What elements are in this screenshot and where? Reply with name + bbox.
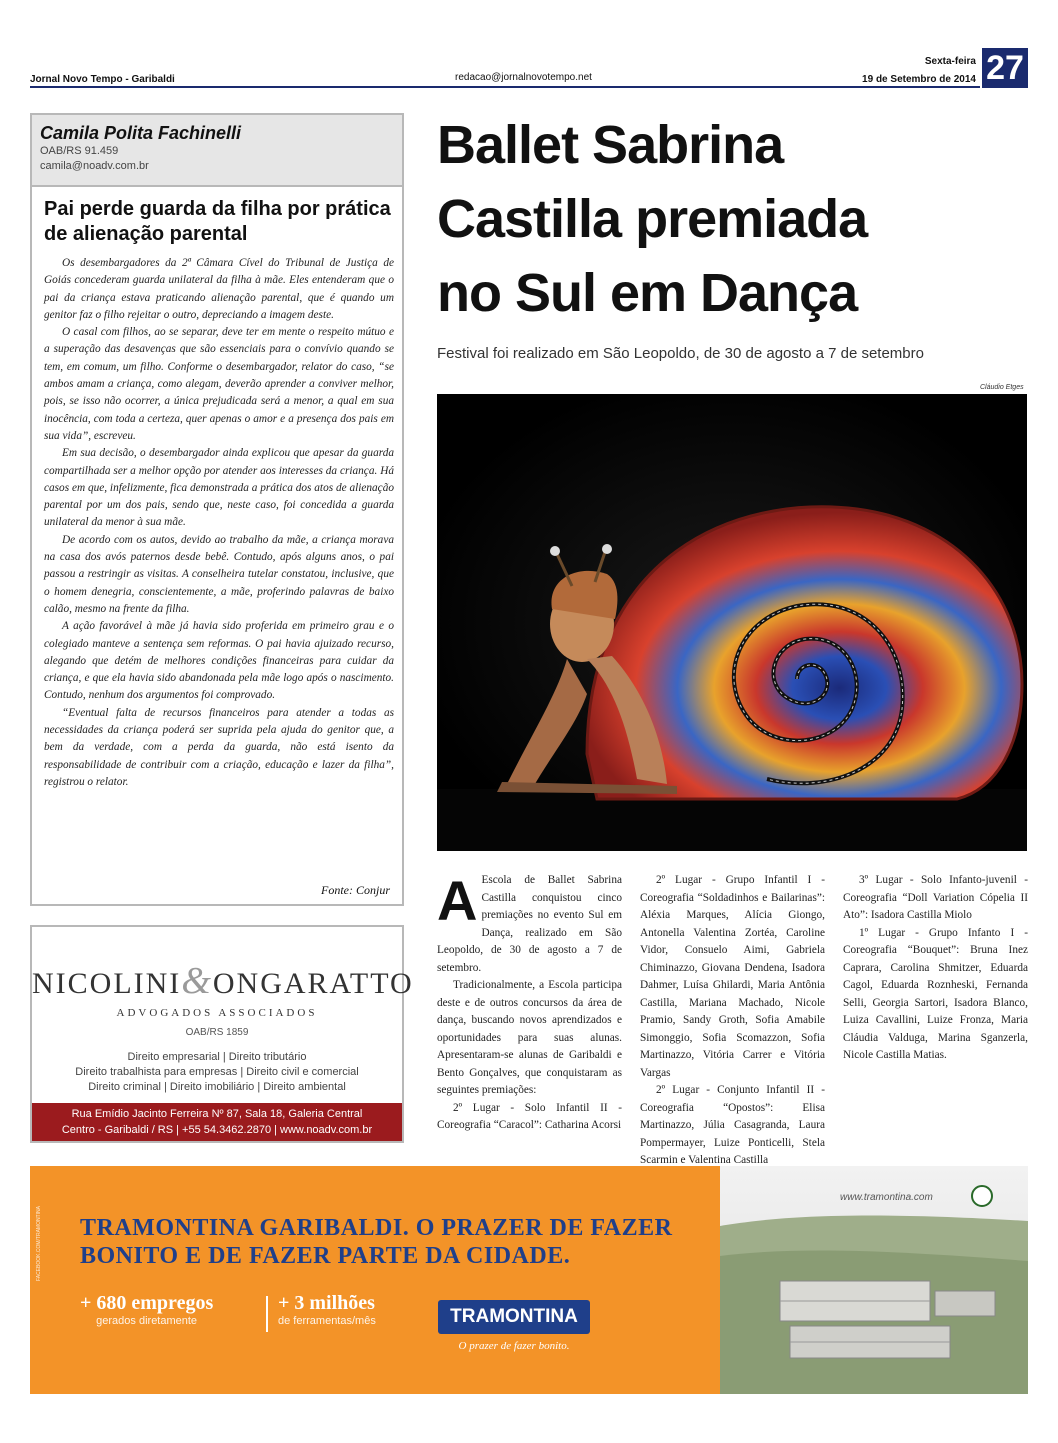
law-name-ampersand: &	[181, 960, 213, 1002]
author-email[interactable]: camila@noadv.com.br	[40, 160, 149, 172]
paper-name: Jornal Novo Tempo - Garibaldi	[30, 74, 175, 85]
article-paragraph: 2º Lugar - Grupo Infantil I - Coreografia “Soldadinhos e Bailarinas”: Aléxia Marques, Alícia Giongo, Antonella Valentina Zortéa, Caroline Vidor, Consuelo Aimi, Gabriela Chiminazzo, Giovana Dendena, Isadora Dahmer, Luísa Ghilardi, Maria Antônia Castilla, Mariana Machado, Nicole Pramio, Sandy Groth, Sofia Amabile Simonggio, Sofia Scomazzon, Sofia Martinazzo, Vitória Carrer e Vitória Vargas	[640, 874, 825, 1079]
article-column-3	[843, 872, 1028, 1065]
law-areas-line: Direito empresarial | Direito tributário	[127, 1051, 307, 1063]
column-paragraph: A ação favorável à mãe já havia sido proferida em primeiro grau e o colegiado manteve a sentença sem reformas. O pai havia ajuizado recurso, alegando que detém de melhores condições financeiras para cuidar da criança, e que ela havia sido abandonada pela mãe logo após o nascimento. Contudo, nenhum dos argumentos foi comprovado.	[44, 620, 394, 702]
tram-stat-caption: gerados diretamente	[96, 1315, 198, 1327]
tram-vertical-text: FACEBOOK.COM/TRAMONTINA	[36, 1206, 42, 1282]
column-paragraph: “Eventual falta de recursos financeiros para atender a todas as necessidades da criança poderá ser suprida pela ajuda do genitor que, a bem da verdade, com a perda da guarda, não está isento da responsabilidade de contribuir com a criação, educação e lazer da filha”, registrou o relator.	[44, 706, 394, 788]
article-title-line: Ballet Sabrina	[437, 115, 784, 175]
column-paragraph: De acordo com os autos, devido ao trabalho da mãe, a criança morava na casa dos avós paternos desde bebê. Contudo, após alguns anos, o pai passou a restringir as visitas. A conselheira tutelar constatou, inclusive, que o homem denegria, conscientemente, a mãe, proferindo palavras de baixo calão, mesmo na frente da filha.	[44, 533, 394, 615]
tram-headline	[80, 1214, 672, 1270]
header-rule	[30, 86, 980, 88]
tram-stat-jobs	[80, 1292, 213, 1327]
author-oab: OAB/RS 91.459	[40, 145, 119, 157]
tram-headline-line: TRAMONTINA GARIBALDI. O PRAZER DE FAZER	[80, 1215, 673, 1241]
article-paragraph: 3º Lugar - Solo Infanto-juvenil - Coreografia “Doll Variation Cópelia II Ato”: Isadora Castilla Miolo	[843, 874, 1028, 921]
tram-stat-value: + 680 empregos	[80, 1292, 214, 1314]
law-firm-name	[32, 959, 414, 1003]
article-column-2	[640, 872, 825, 1170]
tram-url[interactable]: www.tramontina.com	[840, 1192, 933, 1203]
column-paragraph: O casal com filhos, ao se separar, deve ter em mente o respeito mútuo e a superação das desavenças que são essenciais para o convívio quando se tem, em comum, um filho. Conforme o desembargador, relator do caso, “se ambos amam a criança, como alegam, deverão aprender a conviver melhor, pois, se isso não ocorrer, a única prejudicada será a menor, a qual em sua inocência, com toda a certeza, quer apenas o amor e a presença dos pais em sua vida”, escreveu.	[44, 326, 394, 442]
article-paragraph: 1º Lugar - Grupo Infanto I - Coreografia “Bouquet”: Bruna Inez Caprara, Carolina Shmitzer, Eduarda Cagol, Eduarda Roznheski, Fernanda Selli, Georgia Sartori, Isadora Blanco, Luiza Cavallini, Luize Fronza, Maria Cláudia Valduga, Marina Sganzerla, Nicole Castilla Matias.	[843, 926, 1028, 1061]
column-source: Fonte: Conjur	[321, 883, 390, 897]
tram-slogan: O prazer de fazer bonito.	[458, 1340, 570, 1352]
author-name: Camila Polita Fachinelli	[40, 123, 242, 143]
tram-stat-caption: de ferramentas/mês	[278, 1315, 376, 1327]
law-address: Rua Emídio Jacinto Ferreira Nº 87, Sala 18, Galeria Central	[71, 1108, 363, 1120]
article-paragraph: 2º Lugar - Solo Infantil II - Coreografia “Caracol”: Catharina Acorsi	[437, 1101, 622, 1131]
article-dropcap: A	[437, 869, 478, 932]
tramontina-logo[interactable]: TRAMONTINA	[438, 1300, 590, 1334]
snail-dancer-illustration	[437, 394, 1027, 851]
article-subtitle: Festival foi realizado em São Leopoldo, de 30 de agosto a 7 de setembro	[437, 345, 924, 362]
article-title	[437, 108, 1027, 330]
author-box	[32, 115, 402, 187]
law-areas-line: Direito trabalhista para empresas | Direito civil e comercial	[75, 1066, 359, 1078]
article-paragraph: Escola de Ballet Sabrina Castilla conquistou cinco premiações no evento Sul em Dança, realizado em São Leopoldo, de 30 de agosto a 7 de setembro.	[437, 874, 622, 974]
photo-credit: Cláudio Etges	[980, 384, 1024, 391]
law-contact-bar	[32, 1103, 402, 1141]
tramontina-ad[interactable]	[30, 1166, 1028, 1394]
law-areas-line: Direito criminal | Direito imobiliário | Direito ambiental	[88, 1081, 346, 1093]
column-article	[30, 113, 404, 906]
article-column-1	[437, 869, 622, 1135]
law-firm-oab: OAB/RS 1859	[185, 1027, 249, 1038]
page-number: 27	[982, 48, 1028, 88]
law-firm-ad[interactable]	[30, 925, 414, 1143]
tram-stat-value: + 3 milhões	[278, 1292, 375, 1314]
law-name-right: ONGARATTO	[212, 967, 414, 1000]
header-weekday: Sexta-feira	[924, 56, 976, 67]
column-title: Pai perde guarda da filha por prática de alienação parental	[44, 198, 391, 245]
tram-headline-line: BONITO E DE FAZER PARTE DA CIDADE.	[80, 1243, 571, 1269]
article-paragraph: Tradicionalmente, a Escola participa deste e de outros concursos da área de dança, buscando novos aprendizados e oportunidades para suas alunas. Apresentaram-se alunas de Garibaldi e Bento Gonçalves, que conquistaram as seguintes premiações:	[437, 979, 622, 1096]
law-contact[interactable]: Centro - Garibaldi / RS | +55 54.3462.2870 | www.noadv.com.br	[61, 1124, 373, 1136]
column-paragraph: Em sua decisão, o desembargador ainda explicou que apesar da guarda compartilhada ser a melhor opção por atender aos interesses da criança. Há casos em que, infelizmente, fica demonstrada a prática dos atos de alienação parental por um dos pais, sendo que, neste caso, foi concedida a guarda unilateral da menor à sua mãe.	[44, 447, 394, 529]
column-paragraph: Os desembargadores da 2ª Câmara Cível do Tribunal de Justiça de Goiás concederam guarda unilateral da filha à mãe. Eles entenderam que o pai da criança estava praticando alienação parental, que é quando um genitor faz o filho rejeitar o outro, depreciando a imagem deste.	[44, 257, 394, 321]
law-name-left: NICOLINI	[32, 967, 182, 1000]
law-firm-subtitle: ADVOGADOS ASSOCIADOS	[116, 1007, 318, 1019]
header-email[interactable]: redacao@jornalnovotempo.net	[455, 72, 592, 83]
column-body	[44, 255, 394, 791]
ballet-photo	[437, 394, 1027, 851]
article-title-line: Castilla premiada	[437, 189, 868, 249]
header-date: 19 de Setembro de 2014	[862, 74, 976, 85]
article-title-line: no Sul em Dança	[437, 263, 858, 323]
article-paragraph: 2º Lugar - Conjunto Infantil II - Coreografia “Opostos”: Elisa Martinazzo, Júlia Casagranda, Laura Pompermayer, Luize Ponticelli, Stela Scarmin e Valentina Castilla	[640, 1084, 825, 1166]
tram-stat-tools	[278, 1292, 376, 1327]
tram-divider	[266, 1296, 268, 1332]
